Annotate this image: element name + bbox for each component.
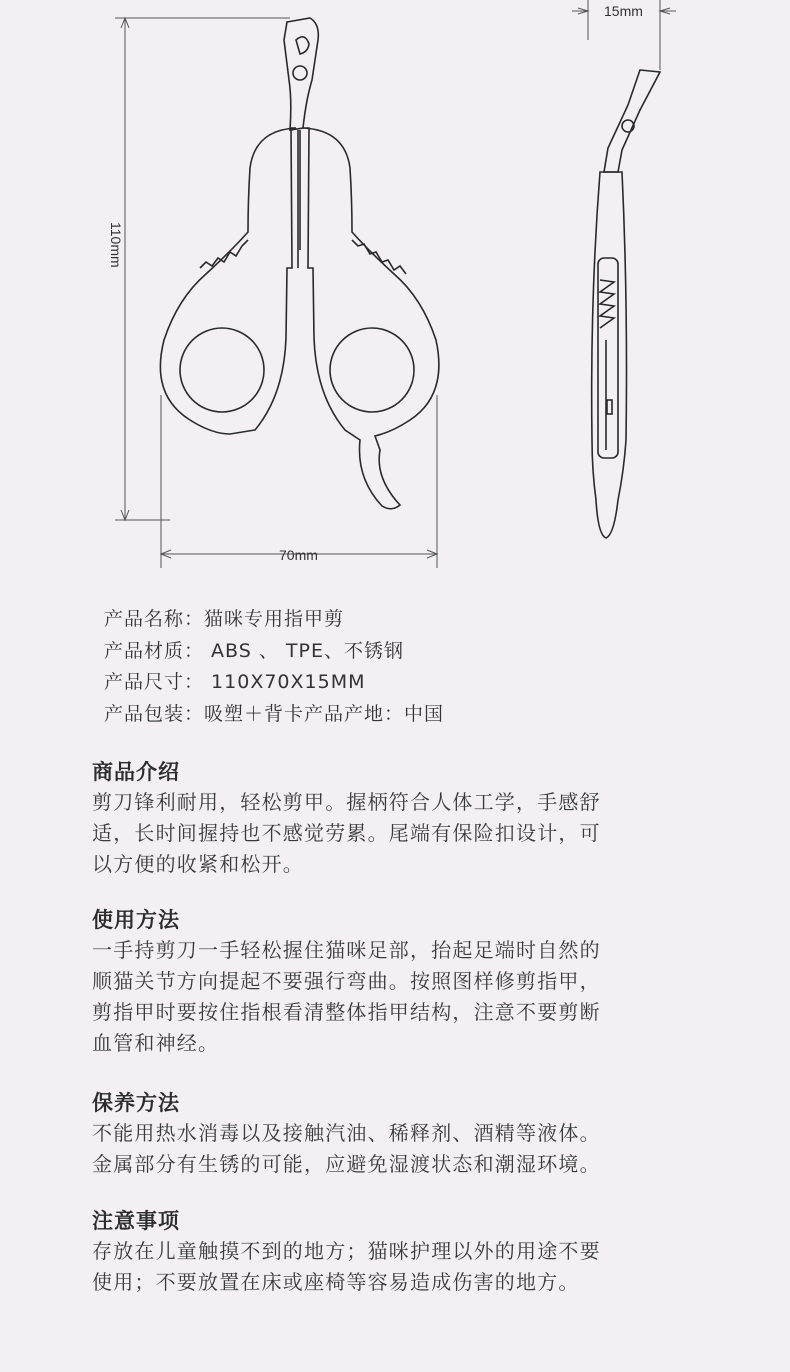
section-title: 商品介绍: [92, 760, 180, 784]
spec-size: 产品尺寸： 110X70X15MM: [104, 671, 366, 693]
spec-packaging: 产品包装：吸塑＋背卡产品产地：中国: [104, 702, 445, 725]
spec-name: 产品名称：猫咪专用指甲剪: [104, 608, 345, 630]
section-introduction: [92, 757, 732, 880]
thickness-label: 15mm: [604, 3, 643, 19]
section-body: 剪刀锋利耐用，轻松剪甲。握柄符合人体工学，手感舒 适，长时间握持也不感觉劳累。尾端有保险扣设计，可 以方便的收紧和松开。: [92, 790, 601, 876]
product-specs: [104, 604, 444, 730]
product-dimension-diagram: [0, 0, 790, 590]
scissors-front-view: [160, 18, 439, 509]
width-label: 70mm: [279, 547, 318, 563]
scissors-side-view: [592, 70, 660, 538]
section-body: 一手持剪刀一手轻松握住猫咪足部，抬起足端时自然的 顺猫关节方向提起不要强行弯曲。按照图样修剪指甲， 剪指甲时要按住指根看清整体指甲结构，注意不要剪断 血管和神经。: [92, 938, 601, 1055]
section-title: 保养方法: [92, 1091, 180, 1115]
section-usage: [92, 905, 732, 1059]
section-body: 不能用热水消毒以及接触汽油、稀释剂、酒精等液体。 金属部分有生锈的可能，应避免湿渡状态和潮湿环境。: [92, 1121, 601, 1176]
section-precautions: [92, 1206, 732, 1298]
section-title: 注意事项: [92, 1209, 180, 1233]
height-label: 110mm: [108, 222, 124, 268]
section-maintenance: [92, 1088, 732, 1180]
section-title: 使用方法: [92, 908, 180, 932]
spec-material: 产品材质： ABS 、 TPE、不锈钢: [104, 639, 404, 662]
section-body: 存放在儿童触摸不到的地方；猫咪护理以外的用途不要 使用；不要放置在床或座椅等容易造成伤害的地方。: [92, 1239, 601, 1294]
